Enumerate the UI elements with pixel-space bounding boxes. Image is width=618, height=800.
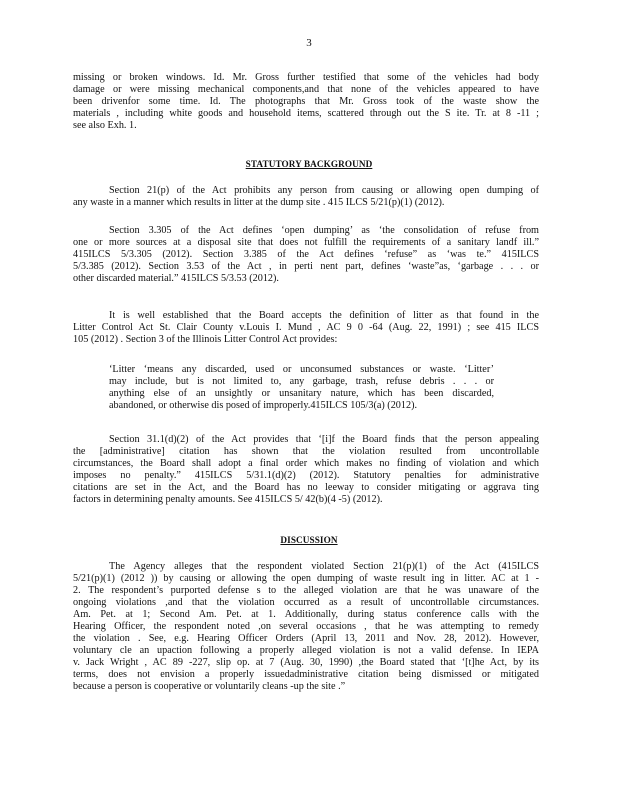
text-line: missing or broken windows. Id. Mr. Gross further testified that some of the vehicles had body [73,72,539,83]
text-line: anything else of an unsightly or unsanitary nature, which has been discarded, [109,388,494,399]
text-line: Am. Pet. at 1; Second Am. Pet. at 1. Additionally, during status conference calls with the [73,609,539,620]
text-line: other discarded material.” 415ILCS 5/3.53 (2012). [73,273,279,284]
text-line: 5/21(p)(1) (2012 )) by causing or allowing the open dumping of waste result ing in litter. AC at 1 - [73,573,539,584]
text-line: Hearing Officer, the respondent noted ,on several occasions , that he was attempting to remedy [73,621,539,632]
text-line: materials , including white goods and household items, scattered through out the S ite. Tr. at 8 -11 ; [73,108,539,119]
text-line: Section 31.1(d)(2) of the Act provides that ‘[i]f the Board finds that the person appealing [109,434,539,445]
text-line: v. Jack Wright , AC 89 -227, slip op. at 7 (Aug. 30, 1990) ,the Board stated that ‘[t]he Act, by its [73,657,539,668]
text-line: Section 21(p) of the Act prohibits any person from causing or allowing open dumping of [109,185,539,196]
text-line: Section 3.305 of the Act defines ‘open dumping’ as ‘the consolidation of refuse from [109,225,539,236]
text-line: factors in determining penalty amounts. See 415ILCS 5/ 42(b)(4 -5) (2012). [73,494,383,505]
paragraph-section-311 [73,434,539,506]
text-line: been drivenfor some time. Id. The photographs that Mr. Gross took of the waste show the [73,96,539,107]
text-line: ongoing violations ,and that the violation occurred as a result of uncontrollable circumstances. [73,597,539,608]
text-line: one or more sources at a disposal site that does not fulfill the requirements of a sanitary landf ill.” [73,237,539,248]
text-line: 2. The respondent’s purported defense s to the alleged violation are that he was unaware of the [73,585,539,596]
paragraph-section-3305 [73,225,539,285]
text-line: because a person is cooperative or voluntarily cleans -up the site .” [73,681,346,692]
paragraph-discussion [73,561,539,693]
text-line: voluntary cle an upaction following a properly alleged violation is not a valid defense. In IEPA [73,645,539,656]
text-line: Litter Control Act St. Clair County v.Louis I. Mund , AC 9 0 -64 (Aug. 22, 1991) ; see 415 ILCS [73,322,539,333]
text-line: The Agency alleges that the respondent violated Section 21(p)(1) of the Act (415ILCS [109,561,539,572]
text-line: terms, does not envision a properly issuedadministrative citation being dismissed or mitigated [73,669,539,680]
heading-statutory-background: STATUTORY BACKGROUND [245,159,373,169]
text-line: circumstances, the Board shall adopt a final order which makes no finding of violation and which [73,458,539,469]
text-line: citations are set in the Act, and the Board has no leeway to consider mitigating or aggrava ting [73,482,539,493]
text-line: imposes no penalty.” 415ILCS 5/31.1(d)(2) (2012). Statutory penalties for administrative [73,470,539,481]
page-number: 3 [306,37,312,49]
heading-discussion: DISCUSSION [280,535,338,545]
text-line: the violation . See, e.g. Hearing Officer Orders (April 13, 2011 and Nov. 28, 2012). However, [73,633,539,644]
text-line: It is well established that the Board accepts the definition of litter as that found in the [109,310,539,321]
paragraph-litter-definition [73,310,539,346]
block-quote-litter-act [109,364,494,412]
text-line: ‘Litter ‘means any discarded, used or unconsumed substances or waste. ‘Litter’ [109,364,494,375]
text-line: abandoned, or otherwise dis posed of improperly.415ILCS 105/3(a) (2012). [109,400,418,411]
paragraph-facts [73,72,539,132]
text-line: damage or were missing mechanical components,and that none of the vehicles appeared to have [73,84,539,95]
text-line: the [administrative] citation has shown that the violation resulted from uncontrollable [73,446,539,457]
text-line: see also Exh. 1. [73,120,137,131]
paragraph-section-21p [73,185,539,209]
text-line: 105 (2012) . Section 3 of the Illinois Litter Control Act provides: [73,334,338,345]
text-line: may include, but is not limited to, any garbage, trash, refuse debris . . . or [109,376,494,387]
text-line: 5/3.385 (2012). Section 3.53 of the Act , in perti nent part, defines ‘waste”as, ‘garbage . . . or [73,261,539,272]
text-line: any waste in a manner which results in litter at the dump site . 415 ILCS 5/21(p)(1) (2012). [73,197,445,208]
text-line: 415ILCS 5/3.305 (2012). Section 3.385 of the Act defines ‘refuse” as ‘was te.” 415ILCS [73,249,539,260]
